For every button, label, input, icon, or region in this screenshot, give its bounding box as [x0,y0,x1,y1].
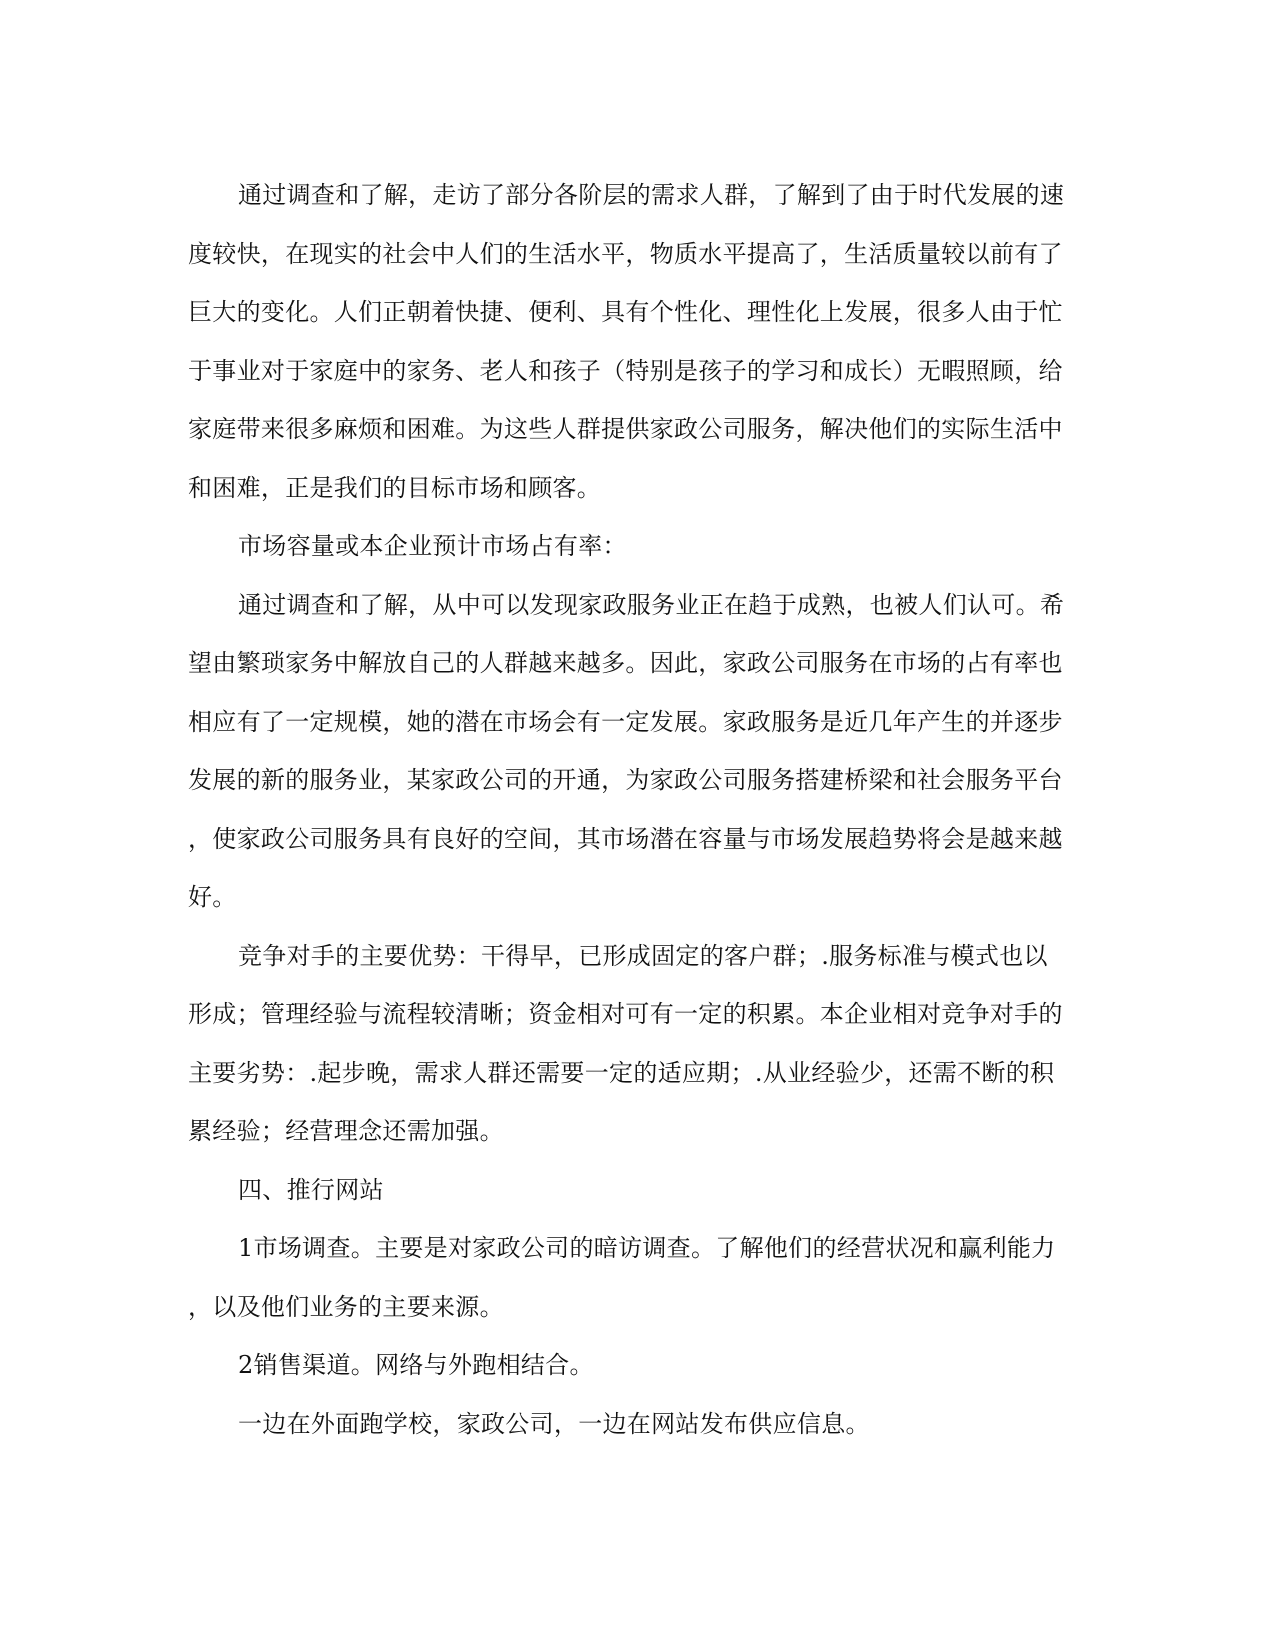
text-line: 通过调查和了解，从中可以发现家政服务业正在趋于成熟，也被人们认可。希 [238,590,1065,619]
document-body [188,166,1088,1453]
text-line: 形成；管理经验与流程较清晰；资金相对可有一定的积累。本企业相对竞争对手的 [188,1000,1063,1028]
text-line: 和困难，正是我们的目标市场和顾客。 [188,473,602,502]
text-line: 一边在外面跑学校，家政公司，一边在网站发布供应信息。 [238,1409,870,1438]
text-line: 好。 [188,883,237,911]
text-line: 竞争对手的主要优势：干得早，已形成固定的客户群；.服务标准与模式也以 [238,941,1048,970]
text-line: 四、推行网站 [238,1175,384,1204]
text-line: 巨大的变化。人们正朝着快捷、便利、具有个性化、理性化上发展，很多人由于忙 [188,298,1063,326]
text-line: 主要劣势：.起步晚，需求人群还需要一定的适应期；.从业经验少，还需不断的积 [188,1058,1055,1087]
text-line: ，使家政公司服务具有良好的空间，其市场潜在容量与市场发展趋势将会是越来越 [188,824,1063,853]
text-line: 累经验；经营理念还需加强。 [188,1117,504,1145]
text-line: 于事业对于家庭中的家务、老人和孩子（特别是孩子的学习和成长）无暇照顾，给 [188,356,1063,385]
text-line: 通过调查和了解，走访了部分各阶层的需求人群，了解到了由于时代发展的速 [238,181,1065,209]
text-line: 2销售渠道。网络与外跑相结合。 [238,1351,594,1379]
text-line: ，以及他们业务的主要来源。 [188,1292,504,1321]
text-line: 1市场调查。主要是对家政公司的暗访调查。了解他们的经营状况和赢利能力 [238,1234,1056,1262]
text-line: 市场容量或本企业预计市场占有率： [238,532,627,560]
text-line: 度较快，在现实的社会中人们的生活水平，物质水平提高了，生活质量较以前有了 [188,239,1063,268]
text-line: 发展的新的服务业，某家政公司的开通，为家政公司服务搭建桥梁和社会服务平台 [188,766,1063,794]
text-line: 相应有了一定规模，她的潜在市场会有一定发展。家政服务是近几年产生的并逐步 [188,707,1063,736]
text-line: 望由繁琐家务中解放自己的人群越来越多。因此，家政公司服务在市场的占有率也 [188,649,1063,677]
text-line: 家庭带来很多麻烦和困难。为这些人群提供家政公司服务，解决他们的实际生活中 [188,415,1063,443]
